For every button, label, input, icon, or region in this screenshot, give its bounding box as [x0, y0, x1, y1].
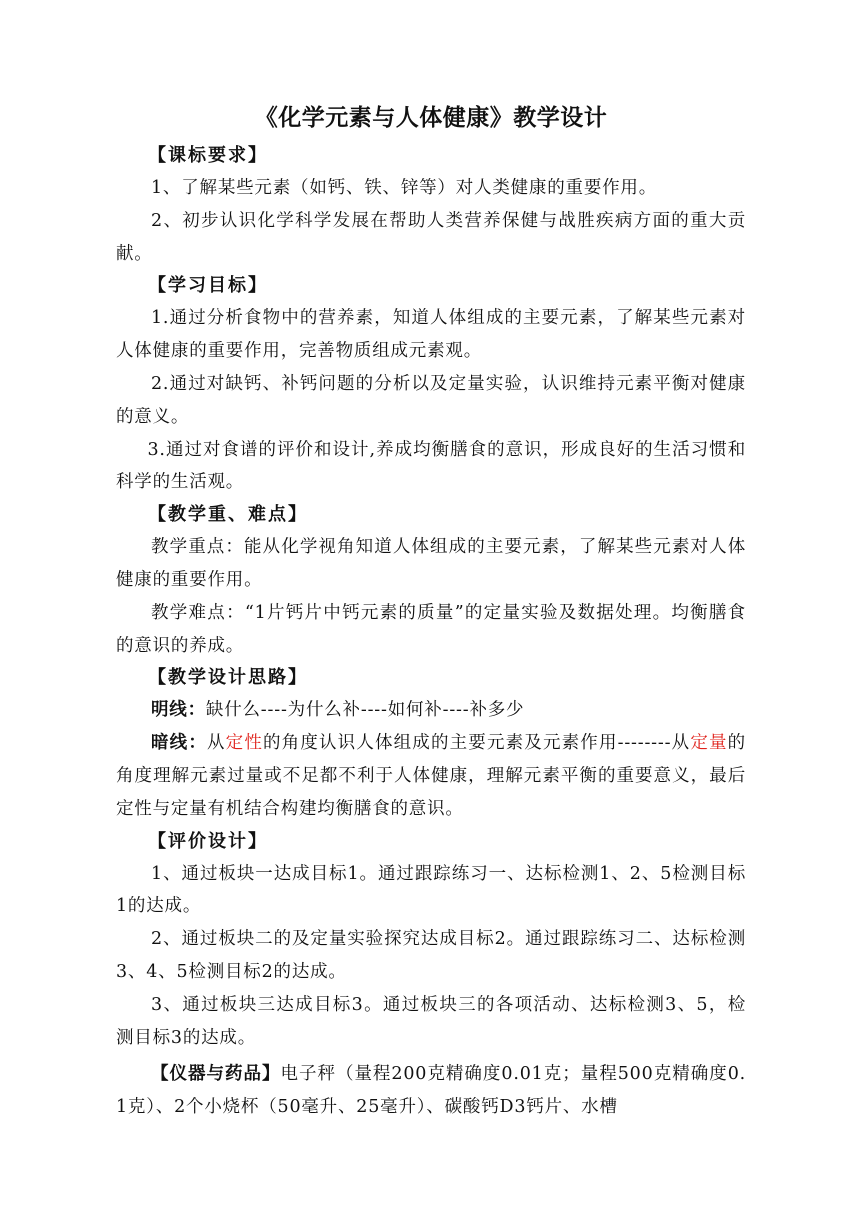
- materials-paragraph: [116, 1058, 746, 1124]
- bright-line-text: 缺什么----为什么补----如何补----补多少: [205, 700, 525, 721]
- section-heading-curriculum: 【课标要求】: [148, 145, 268, 166]
- dark-line-qualitative: 定性: [225, 733, 263, 754]
- curriculum-item-1: 1、了解某些元素（如钙、铁、锌等）对人类健康的重要作用。: [151, 178, 658, 198]
- objective-item-1: 1.通过分析食物中的营养素，知道人体组成的主要元素，了解某些元素对人体健康的重要作用，完善物质组成元素观。: [116, 308, 746, 362]
- dark-line-quantitative: 定量: [690, 733, 728, 754]
- dark-line-label: 暗线：: [151, 733, 207, 754]
- dark-line-part-3: 的角度理解元素过量或不足都不利于人体健康，理解元素平衡的重要意义，最后定性与定量有机结合构建均衡膳食的意识。: [116, 733, 746, 819]
- dark-line-part-1: 从: [207, 733, 226, 754]
- objective-item-2: 2.通过对缺钙、补钙问题的分析以及定量实验，认识维持元素平衡对健康的意义。: [116, 373, 746, 427]
- evaluation-item-1: 1、通过板块一达成目标1。通过跟踪练习一、达标检测1、2、5检测目标1的达成。: [116, 863, 746, 917]
- materials-text: 电子秤（量程200克精确度0.01克；量程500克精确度0.1克）、2个小烧杯（50毫升、25毫升）、碳酸钙D3钙片、水槽: [116, 1064, 746, 1118]
- section-heading-evaluation: 【评价设计】: [148, 830, 268, 852]
- section-heading-design: 【教学设计思路】: [148, 667, 308, 689]
- section-heading-objectives: 【学习目标】: [148, 275, 268, 297]
- evaluation-item-3: 3、通过板块三达成目标3。通过板块三的各项活动、达标检测3、5，检测目标3的达成。: [116, 994, 746, 1048]
- curriculum-item-2: 2、初步认识化学科学发展在帮助人类营养保健与战胜疾病方面的重大贡献。: [116, 210, 746, 264]
- bright-line-label: 明线：: [151, 700, 206, 721]
- section-heading-key-points: 【教学重、难点】: [148, 504, 308, 526]
- difficulty-item: 教学难点：“1片钙片中钙元素的质量”的定量实验及数据处理。均衡膳食的意识的养成。: [116, 602, 746, 656]
- key-point-item: 教学重点：能从化学视角知道人体组成的主要元素，了解某些元素对人体健康的重要作用。: [116, 537, 746, 590]
- evaluation-item-2: 2、通过板块二的及定量实验探究达成目标2。通过跟踪练习二、达标检测3、4、5检测目标2的达成。: [116, 929, 746, 982]
- dark-line: [116, 727, 746, 825]
- objective-item-3: 3.通过对食谱的评价和设计,养成均衡膳食的意识，形成良好的生活习惯和科学的生活观。: [116, 439, 746, 493]
- bright-line: [116, 694, 746, 727]
- dark-line-part-2: 的角度认识人体组成的主要元素及元素作用--------从: [263, 733, 691, 754]
- materials-heading: 【仪器与药品】: [151, 1064, 281, 1085]
- document-title: 《化学元素与人体健康》教学设计: [254, 104, 608, 131]
